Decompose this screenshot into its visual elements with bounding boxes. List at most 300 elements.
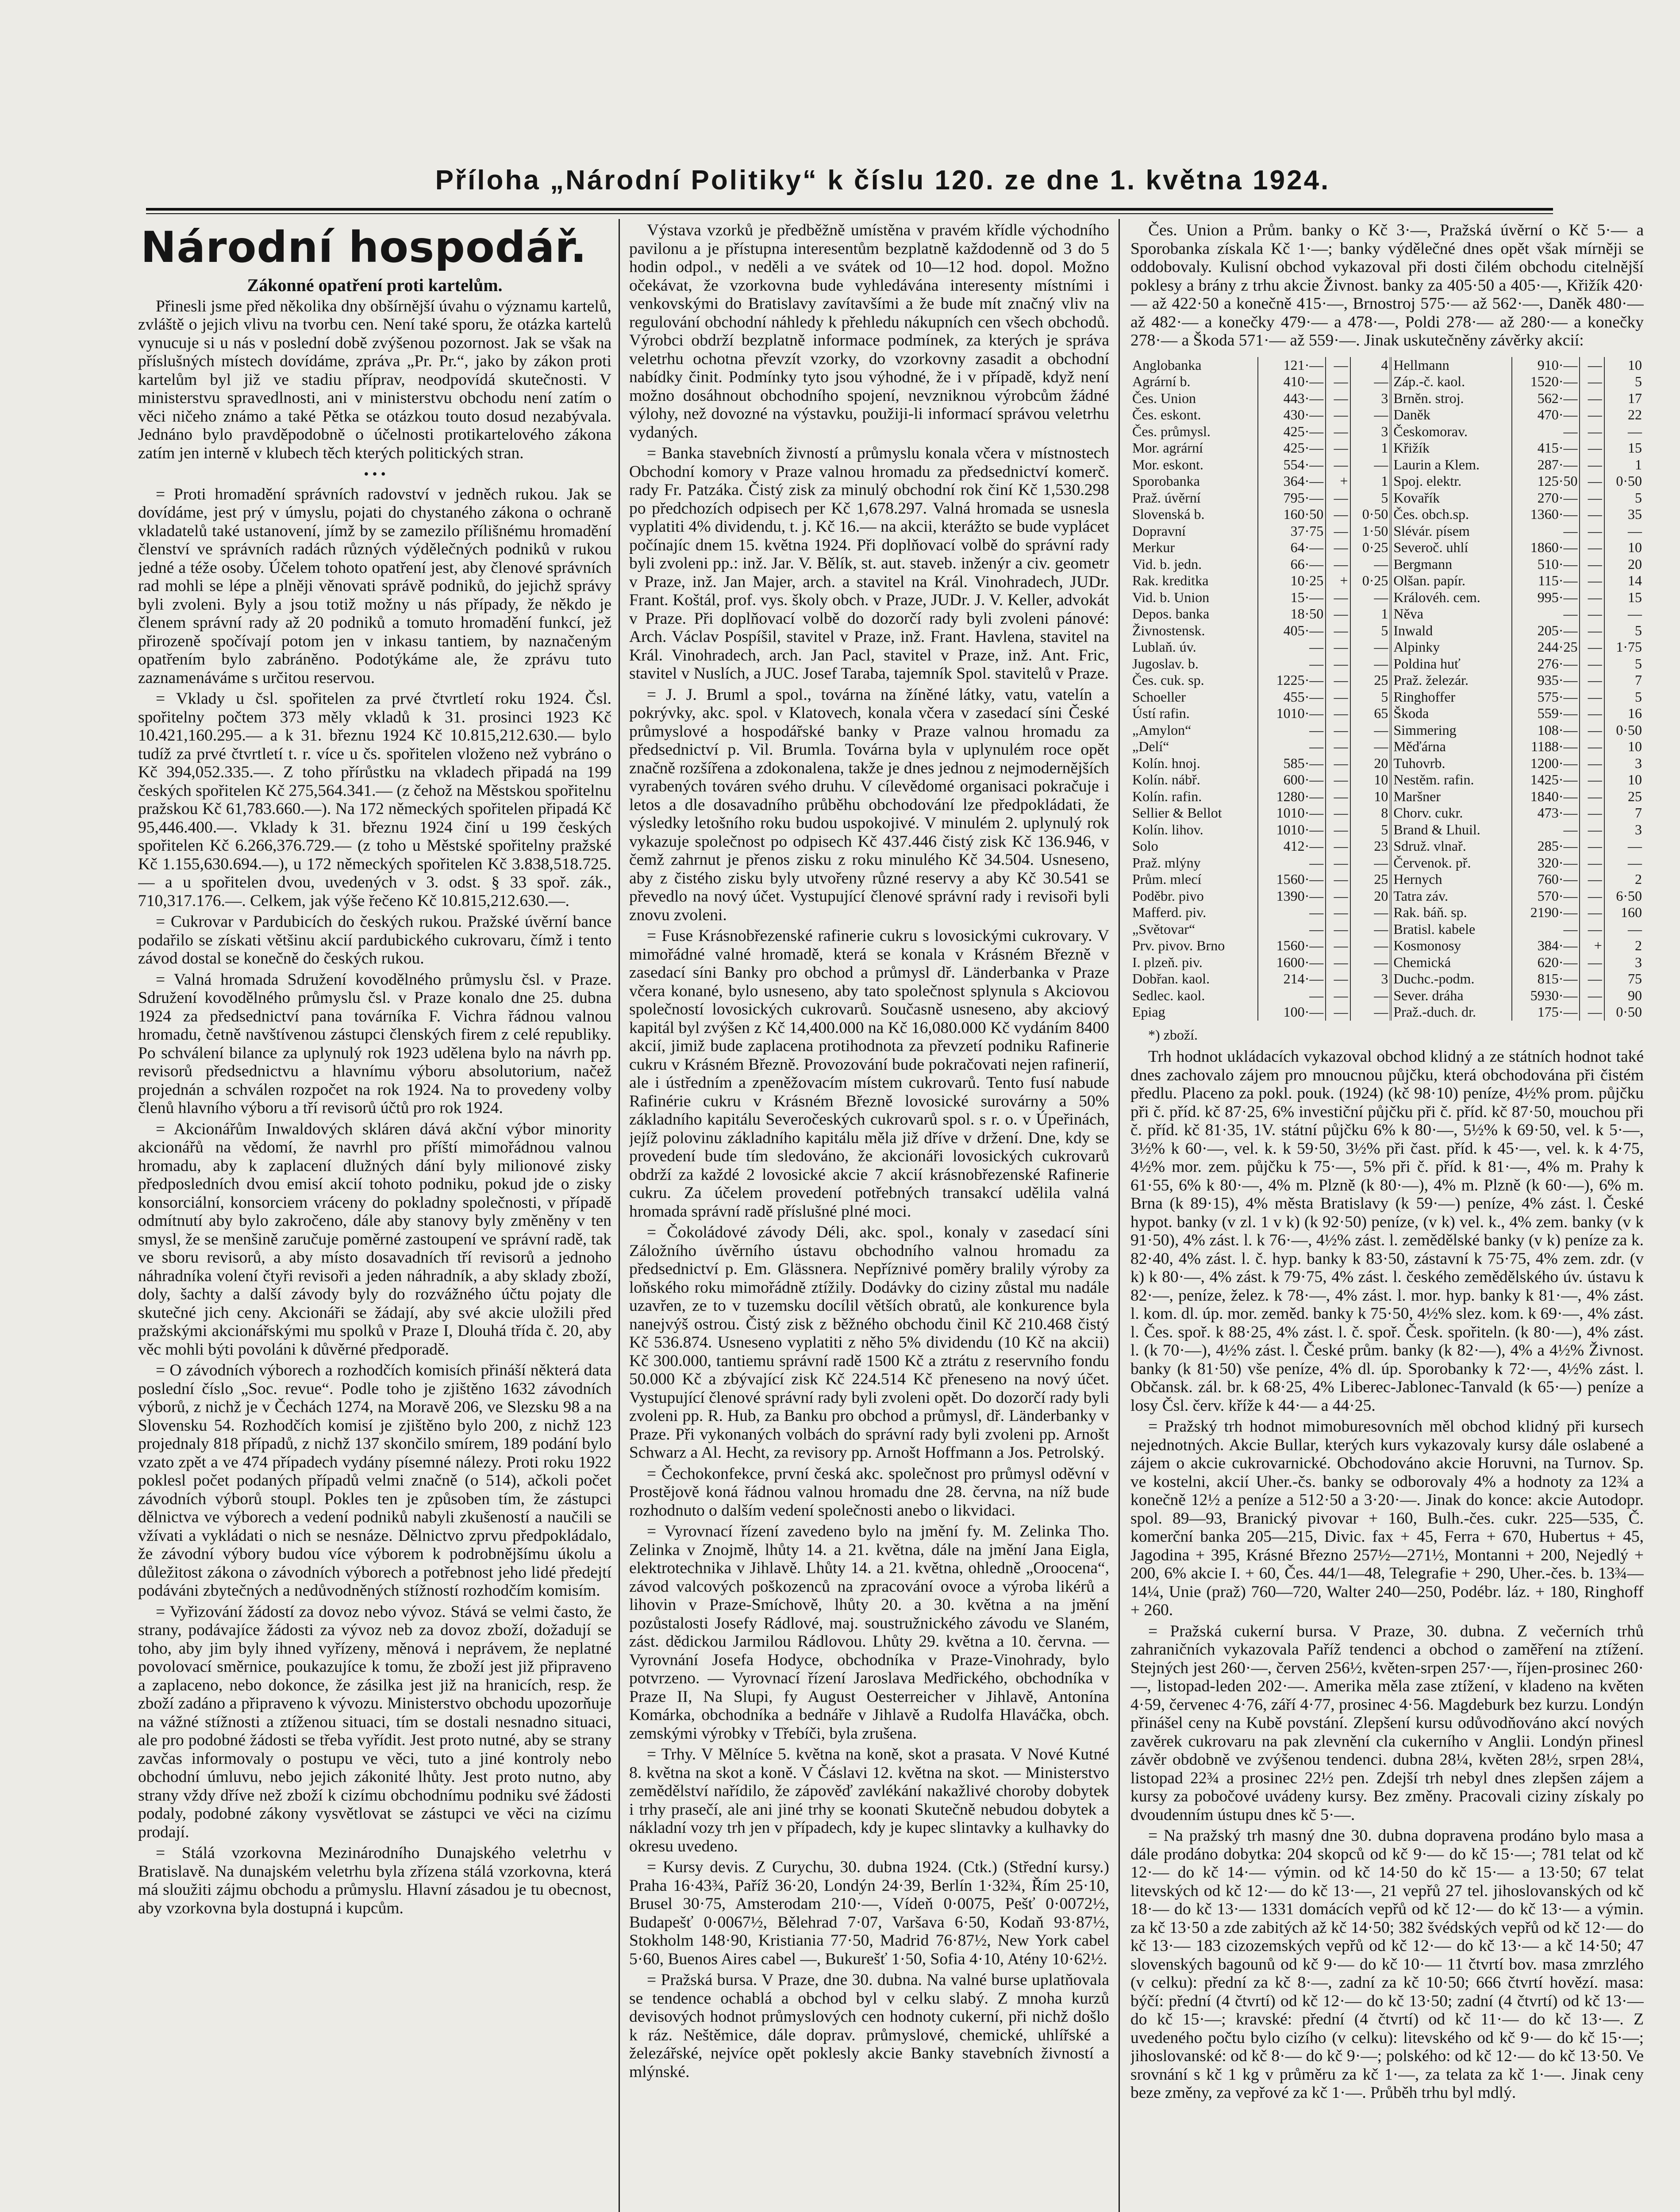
table-cell: 405·— xyxy=(1258,622,1326,639)
table-row xyxy=(1130,473,1644,490)
table-cell: 1·75 xyxy=(1616,639,1642,655)
table-cell: — xyxy=(1258,904,1326,921)
table-cell: 7 xyxy=(1635,672,1642,688)
table-cell: Mor. agrární xyxy=(1130,440,1258,457)
table-cell: „Delí“ xyxy=(1130,738,1258,755)
table-cell: Škoda xyxy=(1391,705,1511,722)
table-cell: 935·— xyxy=(1512,672,1580,689)
table-cell: 0·50 xyxy=(1350,506,1391,523)
column-divider xyxy=(1119,219,1120,2212)
table-cell: — xyxy=(1326,689,1350,706)
table-row xyxy=(1130,490,1644,507)
table-cell: Kolín. lihov. xyxy=(1130,822,1258,838)
table-cell: — xyxy=(1580,506,1604,523)
table-row xyxy=(1130,457,1644,473)
table-cell: 412·— xyxy=(1258,838,1326,855)
table-cell: Ústí rafin. xyxy=(1130,705,1258,722)
table-cell: — xyxy=(1326,971,1350,987)
table-cell: Sedlec. kaol. xyxy=(1130,987,1258,1004)
table-cell: 559·— xyxy=(1512,705,1580,722)
table-cell: Epiag xyxy=(1130,1004,1258,1021)
table-cell: 90 xyxy=(1628,987,1642,1003)
table-cell: — xyxy=(1326,656,1350,672)
table-cell: — xyxy=(1512,921,1580,938)
table-cell: — xyxy=(1326,490,1350,507)
table-cell: — xyxy=(1326,589,1350,606)
table-cell: — xyxy=(1326,506,1350,523)
table-cell: Křižík xyxy=(1391,440,1511,457)
table-cell: Nestěm. rafin. xyxy=(1391,772,1511,788)
table-cell: Mafferd. piv. xyxy=(1130,904,1258,921)
table-cell: 214·— xyxy=(1258,971,1326,987)
table-cell: — xyxy=(1580,788,1604,805)
table-cell: Anglobanka xyxy=(1130,357,1258,374)
table-cell: — xyxy=(1350,921,1391,938)
table-cell: 121·— xyxy=(1258,357,1326,374)
table-row xyxy=(1130,1004,1644,1021)
table-cell: 175·— xyxy=(1512,1004,1580,1021)
article-paragraph: = Akcionářům Inwaldových skláren dává akční výbor minority akcionářů na vědomí, že navrhl pro příští mimořádnou valnou hromadu, aby k zaplacení dlužných dání byly milionové zisky předposledních dvou emisí akcií tohoto podniku, pokud jde o zisky konsorciální, konsorciem vráceny do pokladny společnosti, v případě odmítnutí aby bylo zakročeno, dále aby stanovy byly změněny v ten smysl, že se menšině zaručuje poměrné zastoupení ve správní radě, tak ve sboru revisorů, a aby místo dosavadních tří revisorů a jednoho náhradníka volení čtyři revisoři a jeden náhradník, a aby sklady zboží, doly, šachty a další závody byly do rozvážného účtu pojaty dle skutečné jich ceny. Akcionáři se žádají, aby své akcie uložili před pražskými akcionářskými mu spolků v Praze I, Dlouhá třída č. 20, aby věc mohli býti povoláni k důvěrné předporadě. xyxy=(138,1120,611,1359)
table-cell: 20 xyxy=(1350,755,1391,772)
table-cell: — xyxy=(1580,440,1604,457)
table-cell: 244·25 xyxy=(1512,639,1580,656)
table-cell: Prv. pivov. Brno xyxy=(1130,937,1258,954)
table-cell: 410·— xyxy=(1258,373,1326,390)
table-cell: 23 xyxy=(1350,838,1391,855)
table-cell: Čes. obch.sp. xyxy=(1391,506,1511,523)
table-cell: 287·— xyxy=(1512,457,1580,473)
table-cell: Laurin a Klem. xyxy=(1391,457,1511,473)
table-cell: — xyxy=(1628,423,1642,439)
table-cell: — xyxy=(1326,722,1350,739)
table-cell: — xyxy=(1580,904,1604,921)
table-cell: — xyxy=(1326,606,1350,622)
table-cell: — xyxy=(1326,921,1350,938)
table-cell: 5 xyxy=(1635,655,1642,672)
table-cell: Kolín. rafin. xyxy=(1130,788,1258,805)
table-cell: Tatra záv. xyxy=(1391,888,1511,905)
table-cell: — xyxy=(1628,838,1642,854)
table-cell: 575·— xyxy=(1512,689,1580,706)
table-cell: — xyxy=(1326,755,1350,772)
table-cell: — xyxy=(1326,871,1350,888)
table-row xyxy=(1130,705,1644,722)
table-cell: 5930·— xyxy=(1512,987,1580,1004)
table-cell: 455·— xyxy=(1258,689,1326,706)
table-cell: — xyxy=(1326,390,1350,407)
table-row xyxy=(1130,689,1644,706)
table-cell: Praž. úvěrní xyxy=(1130,490,1258,507)
table-cell: 285·— xyxy=(1512,838,1580,855)
table-cell: Agrární b. xyxy=(1130,373,1258,390)
table-cell: 995·— xyxy=(1512,589,1580,606)
table-cell: 17 xyxy=(1628,390,1642,406)
table-row xyxy=(1130,855,1644,872)
table-cell: Sdruž. vlnař. xyxy=(1391,838,1511,855)
table-cell: 2 xyxy=(1635,871,1642,887)
table-cell: 320·— xyxy=(1512,855,1580,872)
table-cell: — xyxy=(1326,672,1350,689)
table-cell: 760·— xyxy=(1512,871,1580,888)
table-cell: Rak. kreditka xyxy=(1130,572,1258,589)
table-cell: 5 xyxy=(1635,489,1642,506)
table-cell: — xyxy=(1326,523,1350,540)
table-cell: — xyxy=(1350,855,1391,872)
table-cell: 1010·— xyxy=(1258,705,1326,722)
article-paragraph: = Proti hromadění správních radovství v jedněch rukou. Jak se dovídáme, jest prý v úmyslu, pojati do chystaného zákona o ochraně vkladatelů také ustanovení, jímž by se zamezilo přílišnému hromadění členství ve správních radách různých výdělečných podniků v rukou jedné a téže osoby. Účelem tohoto opatření jest, aby členové správních rad mohli se lépe a plněji věnovati správě podniků, do jejichž správy byli zvoleni. Byly a jsou totiž možny u nás případy, že někdo je členem správní rady až 20 podniků a tomuto hromadění funkcí, jež přirozeně spočívají potom jen v inkasu tantiem, by naznačeným opatřením bylo zabráněno. Podotýkáme ale, že zprávu tuto zaznamenáváme s určitou reservou. xyxy=(138,485,611,687)
table-cell: 25 xyxy=(1628,788,1642,804)
article-paragraph: = Pražská bursa. V Praze, dne 30. dubna. Na valné burse uplatňovala se tendence ochablá a obchod byl v celku slabý. Z mnoha kurzů devisových hodnot průmyslových cen hodnoty cukerní, při nichž došlo k ráz. Neštěmice, dále doprav. průmyslové, chemické, uhlířské a železářské, nejvíce opět poklesly akcie Banky stavebních živností a mlýnské. xyxy=(629,1971,1109,2081)
table-cell: — xyxy=(1580,838,1604,855)
table-row xyxy=(1130,606,1644,622)
table-cell: — xyxy=(1326,1004,1350,1021)
table-cell: Olšan. papír. xyxy=(1391,572,1511,589)
table-cell: Dobřan. kaol. xyxy=(1130,971,1258,987)
table-cell: Lublaň. úv. xyxy=(1130,639,1258,656)
table-cell: 425·— xyxy=(1258,440,1326,457)
table-cell: — xyxy=(1580,954,1604,971)
table-cell: — xyxy=(1580,390,1604,407)
table-cell: — xyxy=(1628,522,1642,539)
table-cell: — xyxy=(1580,523,1604,540)
table-cell: Kolín. nábř. xyxy=(1130,772,1258,788)
supplement-title: Příloha „Národní Politiky“ k číslu 120. ze dne 1. května 1924. xyxy=(435,165,1330,196)
table-cell: — xyxy=(1258,921,1326,938)
table-cell: — xyxy=(1628,921,1642,937)
table-cell: — xyxy=(1350,937,1391,954)
table-cell: 115·— xyxy=(1512,572,1580,589)
table-cell: 66·— xyxy=(1258,556,1326,573)
table-cell: 0·25 xyxy=(1350,539,1391,556)
table-cell: Inwald xyxy=(1391,622,1511,639)
table-row xyxy=(1130,971,1644,987)
table-cell: — xyxy=(1580,407,1604,423)
table-cell: 75 xyxy=(1628,971,1642,987)
table-cell: — xyxy=(1580,672,1604,689)
table-cell: — xyxy=(1580,556,1604,573)
table-cell: — xyxy=(1350,738,1391,755)
table-cell: 5 xyxy=(1635,622,1642,638)
table-cell: — xyxy=(1350,987,1391,1004)
table-cell: 600·— xyxy=(1258,772,1326,788)
table-cell: 18·50 xyxy=(1258,606,1326,622)
table-cell: — xyxy=(1580,871,1604,888)
article-paragraph: = Kursy devis. Z Curychu, 30. dubna 1924. (Ctk.) (Střední kursy.) Praha 16·43¾, Paříž 36·20, Londýn 24·39, Berlín 1·32¾, Řím 25·10, Brusel 30·75, Amsterodam 210·—, Vídeň 0·0075, Pešť 0·0072½, Budapešť 0·0067½, Bělehrad 7·07, Varšava 6·50, Kodaň 93·87½, Stokholm 148·90, Kristiania 77·50, Madrid 76·87½, New York cabel 5·60, Buenos Aires cabel —, Bukurešť 1·50, Sofia 4·10, Atény 10·62½. xyxy=(629,1858,1109,1968)
table-cell: Čes. eskont. xyxy=(1130,407,1258,423)
table-cell: 20 xyxy=(1628,556,1642,572)
table-cell: 5 xyxy=(1635,373,1642,389)
table-cell: Českomorav. xyxy=(1391,423,1511,440)
article-paragraph: = Čokoládové závody Déli, akc. spol., konaly v zasedací síni Záložního úvěrního ústavu obchodního valnou hromadu za předsednictví p. Em. Glässnera. Nepříznivé poměry bralily výroby za loňského roku mimořádně ztížily. Dodávky do ciziny zůstal mu nadále uzavřen, ze to v tuzemsku docílil větších obratů, ale konkurence byla nanejvýš ostrou. Čistý zisk z běžného obchodu činil Kč 210.468 čistý Kč 536.874. Usneseno vyplatiti z něho 5% dividendu (10 Kč na akcii) Kč 300.000, tantiemu správní radě 1500 Kč a ztrátu z reservního fondu 50.000 Kč a zbývající zisk Kč 224.514 Kč přeneseno na nový účet. Vystupující členové správní rady byli zvoleni opět. Do dozorčí rady byli zvoleni pp. R. Hub, za Banku pro obchod a průmysl, dř. Länderbanky v Praze. Při vykonaných volbách do správní rady byli zvoleni pp. Arnošt Schwarz a Al. Hecht, za revisory pp. Arnošt Hoffmann a Jos. Petrolský. xyxy=(629,1223,1109,1462)
table-row xyxy=(1130,772,1644,788)
table-row xyxy=(1130,373,1644,390)
article-paragraph: = Banka stavebních živností a průmyslu konala včera v místnostech Obchodní komory v Praze valnou hromadu za předsednictví komerč. rady Fr. Patzáka. Čistý zisk za minulý obchodní rok činí Kč 1,530.298 po předchozích odpisech per Kč 1,678.297. Valná hromada se usnesla vyplatiti 4% dividendu, t. j. Kč 16.— na akcii, kterážto se bude vyplácet počínajíc dnem 15. května 1924. Při doplňovací volbě do správní rady byli zvoleni pp.: inž. Jar. V. Bělík, st. aut. staveb. inženýr a civ. geometr v Praze, inž. Jan Majer, arch. a stavitel na Král. Vinohradech, JUDr. Frant. Koštál, prof. vys. školy obch. v Praze, JUDr. J. V. Keller, advokát v Praze. Při doplňovací volbě do dozorčí rady byli zvoleni pánové: Arch. Václav Pospíšil, stavitel v Praze, inž. Frant. Havlena, stavitel na Král. Vinohradech, arch. Jan Pacl, stavitel v Praze, inž. Ant. Fric, stavitel v Nuslích, a JUC. Josef Taraba, tajemník Spol. stavitelů v Praze. xyxy=(629,444,1109,683)
table-cell: Severoč. uhlí xyxy=(1391,539,1511,556)
table-row xyxy=(1130,722,1644,739)
table-row xyxy=(1130,639,1644,656)
table-cell: 14 xyxy=(1628,572,1642,588)
table-cell: Chorv. cukr. xyxy=(1391,805,1511,822)
table-cell: — xyxy=(1350,656,1391,672)
table-cell: — xyxy=(1326,888,1350,905)
table-cell: 1 xyxy=(1635,456,1642,472)
table-row xyxy=(1130,556,1644,573)
table-cell: — xyxy=(1326,539,1350,556)
article-paragraph: = Fuse Krásnobřezenské rafinerie cukru s lovosickými cukrovary. V mimořádné valné hromadě, která se konala v Krásném Březně v zasedací síni Banky pro obchod a průmysl dř. Länderbanka v Praze včera konané, bylo usneseno, aby tato společnost splynula s Akciovou společností lovosických cukrovarů. Současně usneseno, aby akciový kapitál byl zvýšen z Kč 14,400.000 na Kč 16,080.000 Kč vydáním 8400 akcií, jimiž bude zaplacena protihodnota za převzetí podniku Rafinerie cukru v Krásném Březně. Provozování bude pokračovati nejen rafinerií, ale i ústředním a zpeněžovacím místem cukrovarů. Tento fusí nabude Rafinérie cukru v Krásném Březně lovosické surovárny a 50% základního kapitálu Severočeských cukrovarů spol. s r. o. v Úpeřinách, jejíž polovinu základního kapitálu měla již dříve v držení. Dne, kdy se provedení bude tím sledováno, že akcionáři lovosických cukrovarů obdrží za každé 2 lovosické akcie 7 akcií krásnobřezenské Rafinerie cukru. Za účelem provedení potřebných transakcí udělila valná hromada správní radě příslušné plné moci. xyxy=(629,927,1109,1221)
table-cell: — xyxy=(1326,705,1350,722)
table-cell: 1560·— xyxy=(1258,937,1326,954)
table-row xyxy=(1130,407,1644,423)
table-cell: 15 xyxy=(1628,440,1642,456)
table-cell: 5 xyxy=(1350,490,1391,507)
table-cell: + xyxy=(1580,937,1604,954)
table-cell: 585·— xyxy=(1258,755,1326,772)
table-cell: Kovařík xyxy=(1391,490,1511,507)
article-paragraph: = O závodních výborech a rozhodčích komisích přináší některá data poslední číslo „Soc. revue“. Podle toho je zjištěno 1632 závodních výborů, z nichž je v Čechách 1274, na Moravě 206, ve Slezsku 98 a na Slovensku 54. Rozhodčích komisí je zjištěno bylo 200, z nichž 123 projednaly 818 případů, z nichž 137 skončilo smírem, 189 podání bylo vzato zpět a ve 474 případech vydány písemné nálezy. Proti roku 1922 poklesl počet podaných případů velmi značně (o 514), ačkoli počet závodních výborů stoupl. Pokles ten je způsoben tím, že zástupci dělnictva ve výborech a vedení podniků nabyli zkušeností a naučili se vžívati a vykládati o nich se nesnáze. Dělnictvo zprvu předpokládalo, že závodní výbory budou více výborem k podrobnějšímu úkolu a důležitost zákona o závodních výborech a potřebnost jeho lidé předejtí podáváni zbytečných a nedůvodněných stížností rozhodčím komisím. xyxy=(138,1361,611,1600)
table-cell: 25 xyxy=(1350,871,1391,888)
table-cell: — xyxy=(1580,987,1604,1004)
table-cell: — xyxy=(1326,772,1350,788)
table-cell: Vid. b. jedn. xyxy=(1130,556,1258,573)
table-cell: Slévár. písem xyxy=(1391,523,1511,540)
table-cell: Tuhovrb. xyxy=(1391,755,1511,772)
table-cell: 1560·— xyxy=(1258,871,1326,888)
table-cell: 5 xyxy=(1350,689,1391,706)
article-paragraph: Trh hodnot ukládacích vykazoval obchod klidný a ze státních hodnot také dnes zachovalo zájem pro mnoucnou půjčku, která obchodována při čistém předlu. Placeno za pokl. pouk. (1924) (kč 98·10) peníze, 4½% prom. půjčku při č. příd. kč 87·25, 6% investiční půjčku při č. příd. kč 87·50, mouchou při č. příd. kč 81·35, 1V. státní půjčku 6% k 80·—, 5½% k 69·50, vel. k 5·—, 3½% k 60·—, vel. k. k 59·50, 3½% při čast. příd. k 45·—, vel. k. k 4·75, 4½% mor. zem. půjčku k 75·—, 5% při č. příd. k 81·—, 4% m. Prahy k 61·55, 6% k 80·—, 4% m. Plzně (k 80·—), 4% m. Plzně (k 60·—), 6% m. Brna (k 89·15), 4% města Bratislavy (k 59·—) peníze, 4% zást. l. České hypot. banky (v zl. 1 v k) (k 92·50) peníze, (v k) vel. k., 4% zem. banky (v k 91·50), 4% zást. l. k 76·—, 4½% zást. l. zemědělské banky (v k) peníze za k. 82·40, 4% zást. l. č. hyp. banky k 83·50, zástavní k 75·75, 4% zem. zdr. (v k) k 80·—, 4% zást. k 79·75, 4% zást. l. českého zemědělského úv. ústavu k 82·—, peníze, želez. k 78·—, 4% zást. l. mor. hyp. banky k 81·—, 4% zást. l. kom. dl. úp. mor. zeměd. banky k 75·50, 4½% slez. kom. k 69·—, 4% zást. l. Čes. spoř. k 88·25, 4% zást. l. č. spoř. Česk. spořiteln. (k 80·—), 4% zást. l. (k 70·—), 4½% zást. l. České prům. banky (k 82·—), 4% a 4½% Živnost. banky (k 81·50) vše peníze, 4% dl. úp. Sporobanky k 72·—, 4½% zást. l. Občansk. zál. br. k 68·25, 4% Liberec-Jablonec-Tanvald (k 65·—) peníze a losy Čsl. červ. kříže k 44·— a 44·25. xyxy=(1130,1048,1644,1415)
table-cell: 108·— xyxy=(1512,722,1580,739)
table-cell: 415·— xyxy=(1512,440,1580,457)
table-cell: — xyxy=(1326,357,1350,374)
table-cell: Maršner xyxy=(1391,788,1511,805)
table-cell: — xyxy=(1326,622,1350,639)
table-cell: — xyxy=(1326,954,1350,971)
table-cell: Brand & Lhuil. xyxy=(1391,822,1511,838)
table-cell: — xyxy=(1326,423,1350,440)
table-cell: 7 xyxy=(1635,805,1642,821)
table-row xyxy=(1130,622,1644,639)
table-row xyxy=(1130,755,1644,772)
table-cell: — xyxy=(1350,954,1391,971)
article-paragraph: = J. J. Bruml a spol., továrna na žíněné látky, vatu, vatelín a pokrývky, akc. spol. v Klatovech, konala včera v zasedací síni České průmyslové a hospodářské banky v Praze valnou hromadu za předsednictví p. Vil. Brumla. Továrna byla v uplynulém roce opět značně rozšířena a zdokonalena, takže je dnes jednou z nejmodernějších vyrabených továren svého druhu. V cílevědomé organisaci pokračuje i letos a dle dosavadního průběhu obchodování lze předpokládati, že výsledky letošního roku budou uspokojivé. V minulém 2. uplynulý rok vykazuje společnost po odpisech Kč 437.446 čistý zisk Kč 136.946, v čemž zahrnut je přenos zisku z roku minulého Kč 34.504. Usneseno, aby z čistého zisku byly utvořeny různé reservy a aby Kč 30.541 se převedlo na nový účet. Vystupující členové správní rady i revisoři byli znovu zvoleni. xyxy=(629,685,1109,924)
table-cell: — xyxy=(1580,855,1604,872)
table-cell: 910·— xyxy=(1512,357,1580,374)
article-paragraph: = Cukrovar v Pardubicích do českých rukou. Pražské úvěrní bance podařilo se získati většinu akcií pardubického cukrovaru, čímž i tento závod dostal se konečně do českých rukou. xyxy=(138,913,611,968)
table-cell: 65 xyxy=(1350,705,1391,722)
table-cell: Mor. eskont. xyxy=(1130,457,1258,473)
article-paragraph: = Pražská cukerní bursa. V Praze, 30. dubna. Z večerních trhů zahraničních vykazovala Paříž tendenci a obchod o zaměření na ztížení. Stejných jest 260·—, červen 256½, květen-srpen 257·—, říjen-prosinec 260·—, listopad-leden 202·—. Amerika měla zase ztížení, v kladeno na květen 4·59, červenec 4·76, září 4·77, prosinec 4·56. Magdeburk bez kurzu. Londýn přinášel ceny na Kubě povstání. Zlepšení kursu odůvodňováno akcí nových zavěrek cukrovaru na pak zlevnění cla cukerního v Anglii. Londýn přinesl závěr obdobně ve zvýšenou tendenci. dubna 28¼, květen 28½, srpen 28¼, listopad 22¾ a prosinec 22½ pen. Zdejší trh nebyl dnes zlepšen zájem a kursy za pobočové uvádeny kursy. Bez změny. Pracovali ciziny získaly po dvoudenním ústupu dnes kč 5·—. xyxy=(1130,1622,1644,1824)
table-cell: — xyxy=(1326,788,1350,805)
table-cell: — xyxy=(1326,805,1350,822)
table-cell: — xyxy=(1258,722,1326,739)
table-cell: — xyxy=(1580,738,1604,755)
table-cell: — xyxy=(1580,971,1604,987)
table-cell: 562·— xyxy=(1512,390,1580,407)
table-row xyxy=(1130,987,1644,1004)
article-paragraph: Přinesli jsme před několika dny obšírnější úvahu o významu kartelů, zvláště o jejich vlivu na tvorbu cen. Není také sporu, že otázka kartelů vynucuje si u nás v poslední době zvýšenou pozornost. Jak se však na příslušných místech dovídáme, zpráva „Pr. Pr.“, jako by zákon proti kartelům byl již ve stadiu příprav, neodpovídá skutečnosti. V ministerstvu spravedlnosti, ani v ministerstvu obchodu není zatím o věci ničeho známo a také Pětka se otázkou touto dosud nezabývala. Jednáno bylo pravděpodobně o účelnosti protikartelového zákona zatím jen interně v klubech těch kterých politických stran. xyxy=(138,297,611,462)
table-cell: 25 xyxy=(1350,672,1391,689)
table-row xyxy=(1130,738,1644,755)
table-cell: — xyxy=(1580,373,1604,390)
table-cell: 425·— xyxy=(1258,423,1326,440)
article-paragraph: = Pražský trh hodnot mimoburesovních měl obchod klidný při kursech nejednotných. Akcie Bullar, kterých kurs vykazovaly kursy dále oslabené a zájem o akcie cukrovarnické. Obchodováno akcie Horuvni, na Turnov. Sp. ve kostelni, akcií Uher.-čs. banky se odborovaly 4% a hodnoty za 12¾ a konečně 12½ a peníze a 512·50 a 3·20·—. Jinak do konce: akcie Autodopr. spol. 89—93, Branický pivovar + 160, Bulh.-čes. cukr. 225—535, Č. komerční banka 205—215, Divic. fax + 45, Ferra + 670, Hubertus + 45, Jagodina + 395, Krásné Březno 257½—271½, Montanni + 200, Nejedlý + 200, 6% akcie I. + 60, Čes. 44/1—48, Telegrafie + 290, Uher.-čes. b. 13¾—14¼, Unie (praž) 760—720, Walter 240—250, Podébr. láz. + 180, Ringhoff + 260. xyxy=(1130,1417,1644,1619)
table-cell: 20 xyxy=(1350,888,1391,905)
table-cell: — xyxy=(1258,987,1326,1004)
table-cell: 35 xyxy=(1628,506,1642,522)
table-cell: 1840·— xyxy=(1512,788,1580,805)
table-cell: 3 xyxy=(1635,755,1642,771)
article-paragraph: Čes. Union a Prům. banky o Kč 3·—, Pražská úvěrní o Kč 5·— a Sporobanka získala Kč 1·—; banky výdělečné dnes opět však mírněji se oddobovaly. Kulisní obchod vykazoval při dosti čilém obchodu citelnější poklesy a brány z trhu akcie Živnost. banky za 405·50 a 405·—, Křižík 420·— až 422·50 a konečně 415·—, Brnostroj 575·— až 562·—, Daněk 480·— až 482·— a konečky 479·— a 478·—, Poldi 278·— až 280·— a konečky 278·— a Škoda 571·— až 559·—. Jinak uskutečněny závěrky akcií: xyxy=(1130,221,1644,349)
table-cell: Schoeller xyxy=(1130,689,1258,706)
table-cell: — xyxy=(1580,772,1604,788)
table-cell: — xyxy=(1350,904,1391,921)
table-row xyxy=(1130,871,1644,888)
table-cell: 160 xyxy=(1621,904,1642,920)
table-row xyxy=(1130,672,1644,689)
table-cell: 1425·— xyxy=(1512,772,1580,788)
table-cell: 4 xyxy=(1350,357,1391,374)
article-heading: Zákonné opatření proti kartelům. xyxy=(247,275,503,295)
table-cell: 0·50 xyxy=(1616,722,1642,738)
table-cell: — xyxy=(1326,639,1350,656)
column-divider xyxy=(619,219,620,2212)
article-paragraph: = Vyrovnací řízení zavedeno bylo na jmění fy. M. Zelinka Tho. Zelinka v Znojmě, lhůty 14. a 21. května, dále na jmění Jana Eigla, elektrotechnika v Jihlavě. Lhůty 14. a 21. května, ohledně „Oroocena“, závod valcových poškozenců na zpracování ovoce a výroba likérů a lihovin v Praze-Smíchově, lhůty 20. a 30. května a na jmění pozůstalosti Josefy Rádlové, maj. soustružnického závodu ve Slaném, zást. dědickou Jarmilou Rádlovou. Lhůty 29. května a 10. června. — Vyrovnání Josefa Hodyce, obchodníka v Praze-Vinohrady, bylo potvrzeno. — Vyrovnací řízení Jaroslava Medřického, obchodníka v Praze II, Na Slupi, fy August Oesterreicher v Jihlavě, Antonína Komárka, obchodníka a bednáře v Jihlavě a Rudolfa Hlaváčka, obch. zemskými výrobky v Třebíči, byla zrušena. xyxy=(629,1522,1109,1743)
table-cell: 10 xyxy=(1628,772,1642,787)
table-cell: — xyxy=(1580,589,1604,606)
table-cell: 1200·— xyxy=(1512,755,1580,772)
table-cell: Ringhoffer xyxy=(1391,689,1511,706)
table-cell: — xyxy=(1326,457,1350,473)
table-cell: 100·— xyxy=(1258,1004,1326,1021)
article-paragraph: = Čechokonfekce, první česká akc. společnost pro průmysl oděvní v Prostějově koná řádnou valnou hromadu dne 28. června, na níž bude rozhodnuto o dalším vedení společnosti anebo o likvidaci. xyxy=(629,1464,1109,1520)
table-cell: Měďárna xyxy=(1391,738,1511,755)
table-cell: — xyxy=(1326,556,1350,573)
table-cell: 0·50 xyxy=(1616,1004,1642,1020)
table-cell: 554·— xyxy=(1258,457,1326,473)
table-cell: 10 xyxy=(1350,788,1391,805)
table-cell: 473·— xyxy=(1512,805,1580,822)
article-paragraph: = Stálá vzorkovna Mezinárodního Dunajského veletrhu v Bratislavě. Na dunajském veletrhu byla zřízena stálá vzorkovna, která má sloužiti zájmu obchodu a průmyslu. Hlavní zásadou je tu obecnost, aby vzorkovna byla dostupná i kupcům. xyxy=(138,1844,611,1917)
table-cell: 2 xyxy=(1635,937,1642,953)
table-cell: — xyxy=(1350,722,1391,739)
table-cell: — xyxy=(1326,373,1350,390)
table-cell: 16 xyxy=(1628,705,1642,721)
table-cell: — xyxy=(1580,888,1604,905)
table-row xyxy=(1130,788,1644,805)
table-cell: — xyxy=(1580,423,1604,440)
table-cell: — xyxy=(1258,656,1326,672)
table-cell: Poděbr. pivo xyxy=(1130,888,1258,905)
table-cell: Chemická xyxy=(1391,954,1511,971)
table-cell: Čes. cuk. sp. xyxy=(1130,672,1258,689)
table-cell: — xyxy=(1350,1004,1391,1021)
table-cell: — xyxy=(1580,572,1604,589)
table-cell: + xyxy=(1326,473,1350,490)
table-cell: „Amylon“ xyxy=(1130,722,1258,739)
table-cell: 5 xyxy=(1350,822,1391,838)
table-cell: — xyxy=(1580,606,1604,622)
table-cell: 1390·— xyxy=(1258,888,1326,905)
table-cell: — xyxy=(1580,656,1604,672)
table-row xyxy=(1130,572,1644,589)
table-cell: Daněk xyxy=(1391,407,1511,423)
table-row xyxy=(1130,423,1644,440)
table-cell: — xyxy=(1326,738,1350,755)
article-paragraph: = Valná hromada Sdružení kovodělného průmyslu čsl. v Praze. Sdružení kovodělného průmyslu čsl. v Praze konalo dne 25. dubna 1924 za předsednictví pana továrníka F. Vichra řádnou valnou hromadu, četně navštívenou zástupci členských firem z celé republiky. Po schválení bilance za uplynulý rok 1923 udělena bylo na návrh pp. revisorů předsednictvu a hlavnímu výboru absolutorium, načež projednán a schválen rozpočet na rok 1924. Na to provedeny volby členů hlavního výboru a tří revisorů účtů pro rok 1924. xyxy=(138,970,611,1117)
table-cell: — xyxy=(1512,523,1580,540)
table-cell: — xyxy=(1326,822,1350,838)
separator-asterisks: • • • xyxy=(364,466,386,482)
table-cell: 0·25 xyxy=(1350,572,1391,589)
table-cell: Kosmonosy xyxy=(1391,937,1511,954)
table-cell: — xyxy=(1326,440,1350,457)
table-cell: 1600·— xyxy=(1258,954,1326,971)
table-cell: Dopravní xyxy=(1130,523,1258,540)
table-row xyxy=(1130,937,1644,954)
table-cell: 37·75 xyxy=(1258,523,1326,540)
table-cell: Alpinky xyxy=(1391,639,1511,656)
table-cell: Živnostensk. xyxy=(1130,622,1258,639)
table-cell: 64·— xyxy=(1258,539,1326,556)
table-cell: — xyxy=(1350,589,1391,606)
table-cell: — xyxy=(1580,921,1604,938)
table-cell: 270·— xyxy=(1512,490,1580,507)
table-row xyxy=(1130,904,1644,921)
table-cell: 10 xyxy=(1350,772,1391,788)
table-cell: Depos. banka xyxy=(1130,606,1258,622)
article-paragraph: = Vyřizování žádostí za dovoz nebo vývoz. Stává se velmi často, že strany, podávajíce žádosti za vývoz neb za dovoz zboží, dožadují se toho, aby jim byly ihned vyřízeny, měnová i neprávem, že neplatné povolovací směrnice, poukazujíce k tomu, že zboží jest již připraveno a zaplaceno, nebo dokonce, že zásilka jest již na hranicích, resp. že zboží zadáno a připraveno k vývozu. Ministerstvo obchodu upozorňuje na vážné stížnosti a ztíženou situaci, tím se dostali nesnadno situaci, ale pro podobné žádosti se třeba vyřídit. Jest proto nutné, aby se strany zavčas informovaly o postupu ve věci, tuto a jiné kontroly nebo obchodní úmluvu, nebo jejich zákonité lhůty. Jest proto nutno, aby strany vždy dříve než zboží k cizímu obchodnímu podniku své žádosti podaly, podobné zákony vysvětlovat se zástupci ve věci na cizímu prodají. xyxy=(138,1602,611,1841)
table-row xyxy=(1130,539,1644,556)
table-cell: — xyxy=(1326,407,1350,423)
table-cell: Hernych xyxy=(1391,871,1511,888)
header-rule xyxy=(146,208,1553,211)
table-cell: 1520·— xyxy=(1512,373,1580,390)
table-cell: 10 xyxy=(1628,357,1642,373)
table-cell: Královéh. cem. xyxy=(1391,589,1511,606)
table-cell: — xyxy=(1580,722,1604,739)
table-cell: Sever. dráha xyxy=(1391,987,1511,1004)
table-row xyxy=(1130,523,1644,540)
table-cell: — xyxy=(1580,357,1604,374)
table-row xyxy=(1130,822,1644,838)
table-cell: 1225·— xyxy=(1258,672,1326,689)
table-cell: — xyxy=(1258,639,1326,656)
table-row xyxy=(1130,390,1644,407)
table-cell: 5 xyxy=(1350,622,1391,639)
table-cell: — xyxy=(1326,855,1350,872)
table-cell: Červenok. př. xyxy=(1391,855,1511,872)
table-row xyxy=(1130,921,1644,938)
table-cell: — xyxy=(1580,622,1604,639)
table-cell: — xyxy=(1326,937,1350,954)
table-cell: Poldina huť xyxy=(1391,656,1511,672)
table-cell: — xyxy=(1580,457,1604,473)
table-cell: 364·— xyxy=(1258,473,1326,490)
table-cell: — xyxy=(1258,855,1326,872)
table-cell: — xyxy=(1580,822,1604,838)
column-3 xyxy=(1130,221,1644,2212)
table-cell: Čes. Union xyxy=(1130,390,1258,407)
table-cell: Záp.-č. kaol. xyxy=(1391,373,1511,390)
table-cell: + xyxy=(1326,572,1350,589)
table-cell: Jugoslav. b. xyxy=(1130,656,1258,672)
table-cell: Sellier & Bellot xyxy=(1130,805,1258,822)
table-cell: 430·— xyxy=(1258,407,1326,423)
table-cell: Sporobanka xyxy=(1130,473,1258,490)
table-cell: — xyxy=(1326,987,1350,1004)
table-cell: Brněn. stroj. xyxy=(1391,390,1511,407)
table-row xyxy=(1130,506,1644,523)
table-cell: Čes. průmysl. xyxy=(1130,423,1258,440)
